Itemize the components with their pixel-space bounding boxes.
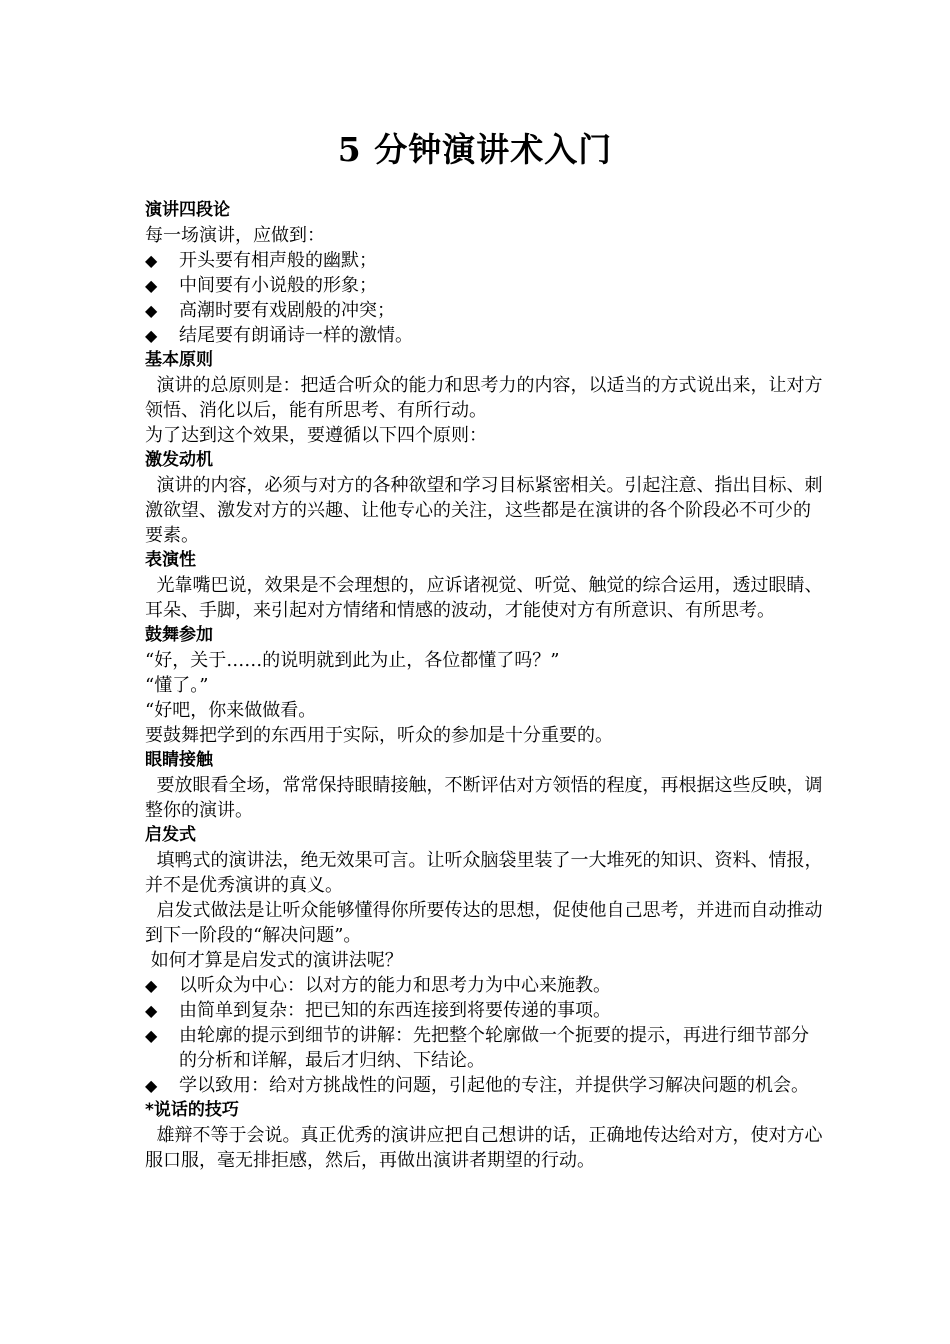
list-item-text: 中间要有小说般的形象； [179,275,377,296]
section-heading: 演讲四段论 [145,200,230,220]
paragraph: 为了达到这个效果，要遵循以下四个原则： [145,425,487,446]
section-heading: 启发式 [145,825,196,845]
paragraph: 启发式做法是让听众能够懂得你所要传达的思想，促使他自己思考，并进而自动推动到下一阶段的“解决问题”。 [145,900,823,946]
diamond-bullet-icon: ◆ [145,1001,158,1020]
section-heading: *说话的技巧 [145,1100,239,1120]
section-heading: 表演性 [145,550,196,570]
dialogue-line: “懂了。” [145,675,209,696]
list-item-text: 由简单到复杂：把已知的东西连接到将要传递的事项。 [179,1000,611,1021]
diamond-bullet-icon: ◆ [145,301,158,320]
list-item [145,248,825,273]
dialogue-line: “好吧，你来做做看。 [145,700,317,721]
dialogue-line: “好，关于……的说明就到此为止，各位都懂了吗？” [145,650,560,671]
list-item [145,998,825,1023]
diamond-bullet-icon: ◆ [145,1026,158,1045]
section-heading: 眼睛接触 [145,750,213,770]
list-item-text: 结尾要有朗诵诗一样的激情。 [179,325,413,346]
list-item [145,1023,825,1073]
diamond-bullet-icon: ◆ [145,251,158,270]
list-item [145,273,825,298]
paragraph: 演讲的内容，必须与对方的各种欲望和学习目标紧密相关。引起注意、指出目标、刺激欲望、激发对方的兴趣、让他专心的关注，这些都是在演讲的各个阶段必不可少的要素。 [145,475,823,546]
list-item-text: 由轮廓的提示到细节的讲解：先把整个轮廓做一个扼要的提示，再进行细节部分的分析和详解，最后才归纳、下结论。 [179,1025,809,1071]
diamond-bullet-icon: ◆ [145,976,158,995]
document-body [145,198,825,1173]
list-item-text: 以听众为中心：以对方的能力和思考力为中心来施教。 [179,975,611,996]
section-heading: 基本原则 [145,350,213,370]
diamond-bullet-icon: ◆ [145,326,158,345]
paragraph: 雄辩不等于会说。真正优秀的演讲应把自己想讲的话，正确地传达给对方，使对方心服口服，毫无排拒感，然后，再做出演讲者期望的行动。 [145,1125,823,1171]
list-item [145,298,825,323]
paragraph: 每一场演讲，应做到： [145,225,325,246]
list-item-text: 学以致用：给对方挑战性的问题，引起他的专注，并提供学习解决问题的机会。 [179,1075,809,1096]
paragraph: 如何才算是启发式的演讲法呢？ [145,950,403,971]
paragraph: 要鼓舞把学到的东西用于实际，听众的参加是十分重要的。 [145,725,613,746]
paragraph: 填鸭式的演讲法，绝无效果可言。让听众脑袋里装了一大堆死的知识、资料、情报，并不是优秀演讲的真义。 [145,850,823,896]
section-heading: 激发动机 [145,450,213,470]
paragraph: 演讲的总原则是：把适合听众的能力和思考力的内容，以适当的方式说出来，让对方领悟、消化以后，能有所思考、有所行动。 [145,375,823,421]
diamond-bullet-icon: ◆ [145,1076,158,1095]
page-title: 5 分钟演讲术入门 [337,130,613,169]
paragraph: 光靠嘴巴说，效果是不会理想的，应诉诸视觉、听觉、触觉的综合运用，透过眼睛、耳朵、手脚，来引起对方情绪和情感的波动，才能使对方有所意识、有所思考。 [145,575,823,621]
list-item-text: 开头要有相声般的幽默； [179,250,377,271]
paragraph: 要放眼看全场，常常保持眼睛接触，不断评估对方领悟的程度，再根据这些反映，调整你的演讲。 [145,775,823,821]
list-item-text: 高潮时要有戏剧般的冲突； [179,300,395,321]
section-heading: 鼓舞参加 [145,625,213,645]
diamond-bullet-icon: ◆ [145,276,158,295]
list-item [145,1073,825,1098]
list-item [145,323,825,348]
list-item [145,973,825,998]
